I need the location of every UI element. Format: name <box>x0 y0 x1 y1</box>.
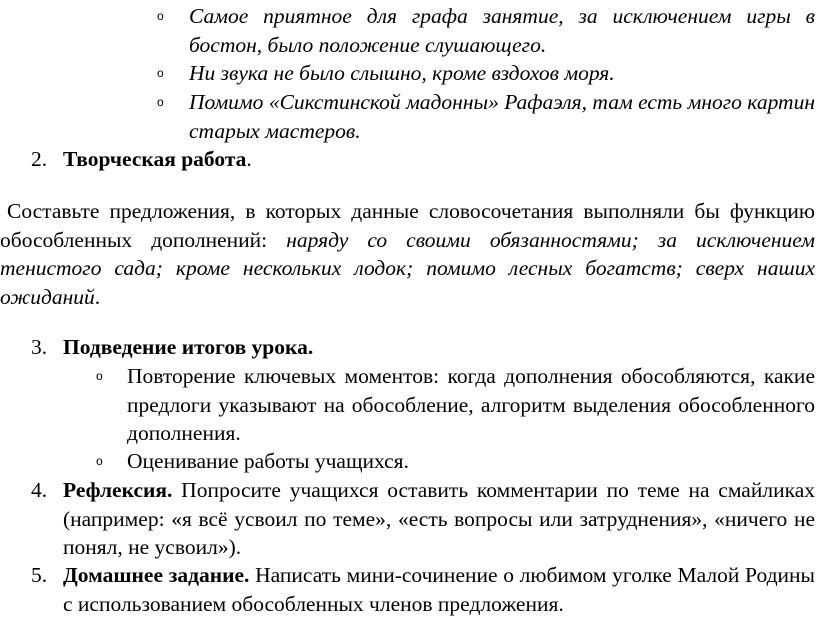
list-bullet: o <box>96 454 103 468</box>
list-bullet: o <box>157 95 164 109</box>
section-4-title: Рефлексия. <box>63 478 173 502</box>
section-3-item-2: Оценивание работы учащихся. <box>127 449 409 473</box>
example-sentence-3: Помимо «Сикстинской мадонны» Рафаэля, там есть много картин старых мастеров. <box>189 90 815 143</box>
section-2-phrases: наряду со своими обязанностями; за исключением тенистого сада; кроме нескольких лодок; помимо лесных богатств; сверх наших ожиданий <box>0 227 815 309</box>
section-4-text: Попросите учащихся оставить комментарии по теме на смайликах (например: «я всё усвоил по теме», «есть вопросы или затруднения», «ничего не понял, не усвоил»). <box>63 478 815 559</box>
section-2-tail: . <box>94 284 101 309</box>
section-5-number: 5. <box>31 563 48 587</box>
section-3-number: 3. <box>31 335 48 359</box>
section-2-task <box>0 197 815 311</box>
section-5-text: Написать мини-сочинение о любимом уголке Малой Родины с использованием обособленных членов предложения. <box>63 563 816 616</box>
section-5-body <box>63 561 815 618</box>
list-bullet: o <box>96 369 103 383</box>
example-sentence-2: Ни звука не было слышно, кроме вздохов моря. <box>189 61 615 85</box>
list-bullet: o <box>157 66 164 80</box>
section-3-title: Подведение итогов урока. <box>63 335 314 359</box>
section-2-heading <box>63 145 252 174</box>
section-4-number: 4. <box>31 478 48 502</box>
section-2-number: 2. <box>31 147 48 171</box>
section-2-title: Творческая работа <box>63 147 247 171</box>
section-2-title-tail: . <box>246 147 252 171</box>
section-4-body <box>63 476 815 562</box>
section-2-lead: Составьте предложения, в которых данные словосочетания выполняли бы функцию обособленных дополнений: <box>0 199 815 252</box>
list-bullet: o <box>157 9 164 23</box>
example-sentence-1: Самое приятное для графа занятие, за исключением игры в бостон, было положение слушающего. <box>189 4 815 57</box>
section-5-title: Домашнее задание. <box>63 563 250 587</box>
section-3-item-1: Повторение ключевых моментов: когда дополнения обособляются, какие предлоги указывают на обособление, алгоритм выделения обособленного дополнения. <box>127 364 815 445</box>
